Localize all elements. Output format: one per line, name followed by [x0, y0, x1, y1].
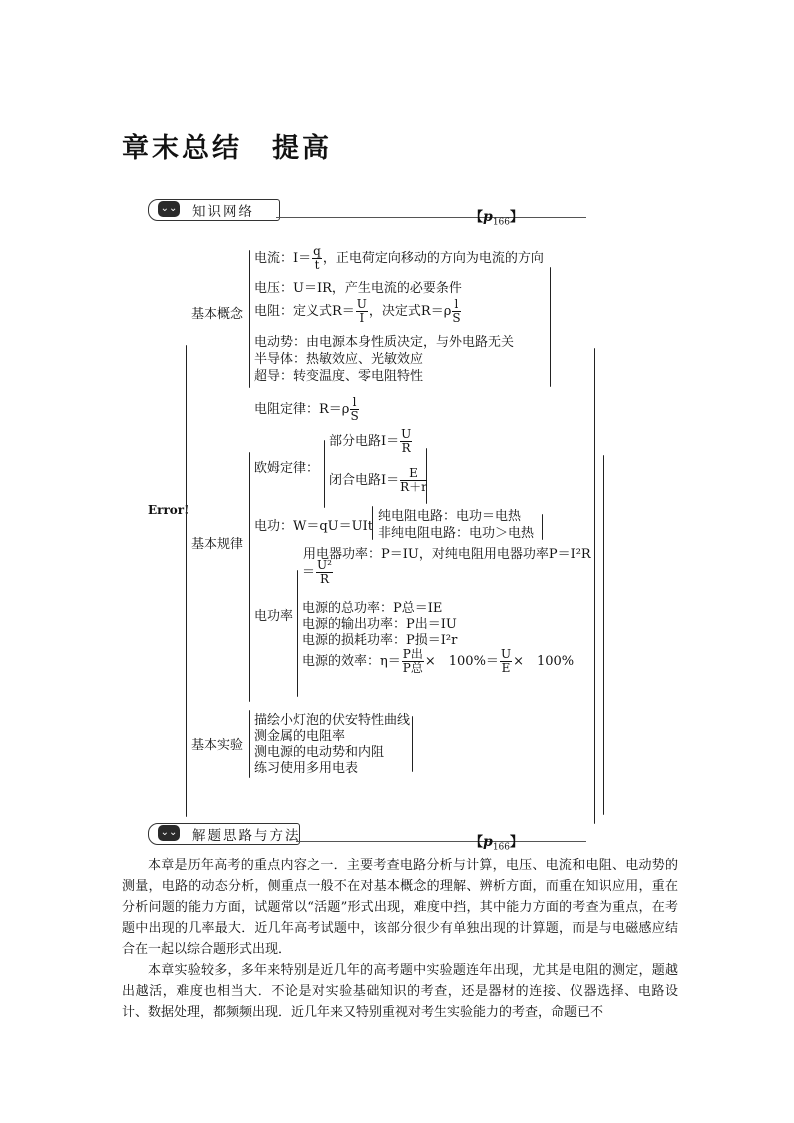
concept-current: 电流：I＝ $\frac{q}{t}$ ，正电荷定向移动的方向为电流的方向	[254, 244, 544, 272]
law-resistance: 电阻定律：R＝ρ $\frac{l}{S}$	[254, 395, 359, 423]
concepts-brace	[249, 250, 250, 388]
laws-label: 基本规律	[191, 537, 244, 552]
work-nonpure: 非纯电阻电路：电功＞电热	[378, 526, 535, 541]
section-label: 解题思路与方法	[192, 828, 301, 844]
title-main: 章末总结	[122, 133, 242, 164]
experiment-item: 描绘小灯泡的伏安特性曲线	[254, 713, 411, 728]
chevron-down-icon: ⌄⌄	[158, 201, 180, 217]
experiment-item: 测金属的电阻率	[254, 729, 346, 744]
concept-superconductor: 超导：转变温度、零电阻特性	[254, 369, 424, 384]
concepts-right-brace	[550, 267, 551, 387]
experiments-label: 基本实验	[191, 738, 244, 753]
ohm-partial: 部分电路I＝ $\frac{U}{R}$	[329, 427, 412, 455]
concept-emf: 电动势：由电源本身性质决定，与外电路无关	[254, 335, 515, 350]
page-reference: 【$p_{166}$】	[470, 209, 524, 228]
page-title	[122, 126, 332, 165]
source-efficiency: 电源的效率：η＝ $\frac{\text{P出}}{\text{P总}}$ × 100%＝ $\frac{U}{E}$ × 100%	[302, 647, 575, 675]
appliance-power: 用电器功率：P＝IU，对纯电阻用电器功率P＝I²R	[303, 547, 591, 562]
source-output-power: 电源的输出功率：P出＝IU	[302, 617, 457, 632]
network-root: Error!	[148, 503, 190, 517]
ohm-label: 欧姆定律：	[254, 461, 320, 476]
section-rule	[276, 217, 586, 218]
work-formula: 电功：W＝qU＝UIt	[254, 519, 373, 534]
experiment-item: 练习使用多用电表	[254, 761, 359, 776]
experiments-right-brace	[412, 716, 413, 772]
power-formula: ＝ $\frac{\text{U²}}{R}$	[302, 558, 332, 586]
concept-resistance: 电阻：定义式R＝ $\frac{U}{I}$ ，决定式R＝ρ $\frac{l}{S}$	[254, 297, 461, 325]
experiments-brace	[249, 710, 250, 778]
work-brace	[372, 506, 373, 540]
root-right-brace	[594, 348, 595, 824]
concept-voltage: 电压：U＝IR，产生电流的必要条件	[254, 281, 462, 296]
page-reference: 【$p_{166}$】	[470, 834, 524, 853]
section-label: 知识网络	[192, 204, 254, 220]
section-rule	[296, 841, 586, 842]
root-brace	[186, 345, 187, 817]
body-paragraph: 本章是历年高考的重点内容之一．主要考查电路分析与计算，电压、电流和电阻、电动势的测量，电路的动态分析，侧重点一般不在对基本概念的理解、辨析方面，而重在知识应用，重在分析问题的能力方面，试题常以“活题”形式出现，难度中挡，其中能力方面的考查为重点，在考题中出现的几率最大．近几年高考试题中，该部分很少有单独出现的计算题，而是与电磁感应结合在一起以综合题形式出现．	[122, 858, 678, 957]
work-pure: 纯电阻电路：电功＝电热	[378, 509, 522, 524]
title-sub: 提高	[272, 133, 332, 164]
concepts-label: 基本概念	[191, 307, 244, 322]
source-loss-power: 电源的损耗功率：P损＝I²r	[302, 633, 458, 648]
section-header-methods	[148, 823, 438, 845]
ohm-closed: 闭合电路I＝ $\frac{E}{R+r}$	[329, 466, 427, 494]
laws-brace	[249, 452, 250, 702]
work-right-brace	[542, 514, 543, 540]
ohm-brace	[324, 440, 325, 508]
source-total-power: 电源的总功率：P总＝IE	[302, 601, 443, 616]
power-label: 电功率	[254, 609, 294, 624]
power-brace	[297, 570, 298, 697]
body-paragraph: 本章实验较多，多年来特别是近几年的高考题中实验题连年出现，尤其是电阻的测定，题越出越活，难度也相当大．不论是对实验基础知识的考查，还是器材的连接、仪器选择、电路设计、数据处理，都频频出现．近几年来又特别重视对考生实验能力的考查，命题已不	[122, 963, 678, 1020]
root-right-brace-2	[603, 455, 604, 815]
concept-semiconductor: 半导体：热敏效应、光敏效应	[254, 352, 424, 367]
experiment-item: 测电源的电动势和内阻	[254, 745, 385, 760]
chevron-down-icon: ⌄⌄	[158, 825, 180, 841]
section-header-knowledge-network	[148, 199, 438, 221]
